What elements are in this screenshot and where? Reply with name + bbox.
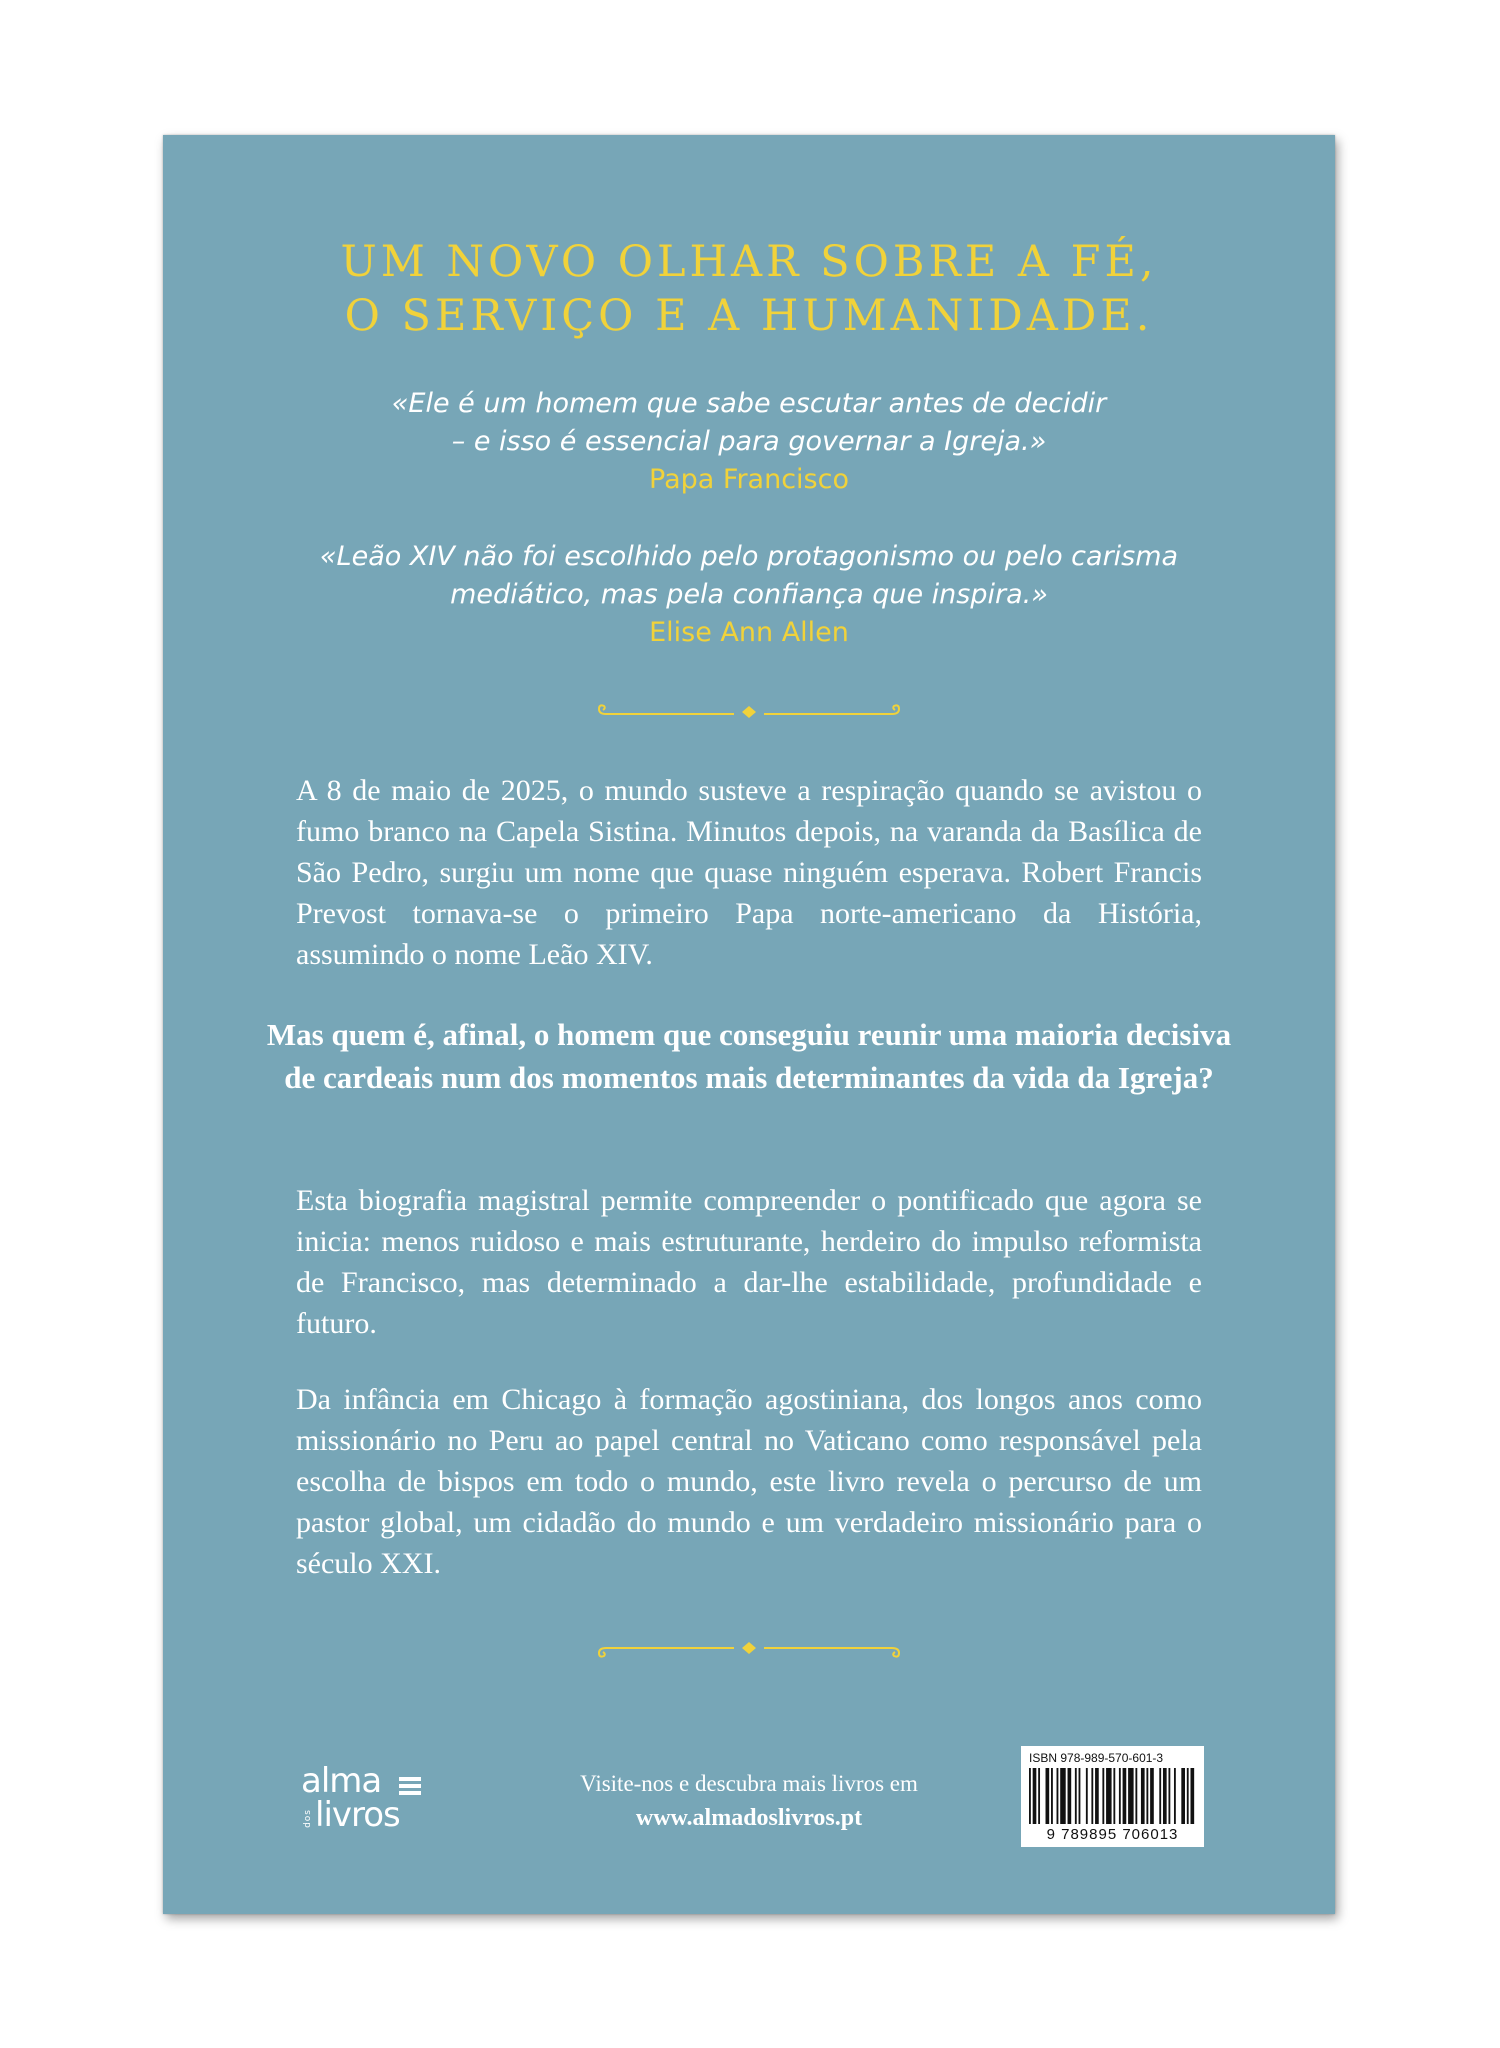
- barcode-bar: [1141, 1768, 1145, 1824]
- ornament-divider-bottom: [594, 1638, 904, 1662]
- barcode-bar: [1046, 1768, 1050, 1824]
- barcode-bar: [1106, 1768, 1112, 1824]
- paragraph-3: Esta biografia magistral permite compreender o pontificado que agora se inicia: menos ruidoso e mais estruturante, herdeiro do impulso reformista de Francisco, mas determinado a dar-lhe estabilidade, profundidade e futuro.: [296, 1184, 1202, 1340]
- publisher-info: [543, 1767, 955, 1835]
- barcode: [1021, 1746, 1204, 1847]
- barcode-bar: [1181, 1768, 1185, 1824]
- barcode-bar: [1033, 1768, 1037, 1824]
- publisher-logo: [301, 1761, 441, 1839]
- quote-1-line-2: – e isso é essencial para governar a Igreja.»: [451, 426, 1047, 457]
- barcode-bar: [1029, 1768, 1031, 1824]
- barcode-bar: [1128, 1768, 1134, 1824]
- barcode-bar: [1086, 1768, 1088, 1824]
- barcode-bar: [1060, 1768, 1066, 1824]
- website-link[interactable]: www.almadoslivros.pt: [635, 1805, 863, 1831]
- ornament-divider-top: [594, 700, 904, 724]
- barcode-bar: [1038, 1768, 1040, 1824]
- barcode-bar: [1163, 1768, 1167, 1824]
- books-icon: [399, 1777, 421, 1798]
- barcode-bar: [1150, 1768, 1154, 1824]
- barcode-bar: [1174, 1768, 1176, 1824]
- visit-text: Visite-nos e descubra mais livros em: [580, 1771, 918, 1796]
- book-back-cover: [163, 135, 1335, 1914]
- quote-1: [163, 385, 1335, 499]
- barcode-bar: [1091, 1768, 1093, 1824]
- barcode-bar: [1068, 1768, 1072, 1824]
- headline-line-1: UM NOVO OLHAR SOBRE A FÉ,: [340, 237, 1158, 287]
- barcode-bar: [1123, 1768, 1127, 1824]
- headline-line-2: O SERVIÇO E A HUMANIDADE.: [344, 291, 1154, 341]
- quote-2-line-1: «Leão XIV não foi escolhido pelo protagonismo ou pelo carisma: [319, 541, 1179, 572]
- quote-1-line-1: «Ele é um homem que sabe escutar antes de decidir: [391, 388, 1107, 419]
- paragraph-1: A 8 de maio de 2025, o mundo susteve a respiração quando se avistou o fumo branco na Capela Sistina. Minutos depois, na varanda da Basílica de São Pedro, surgiu um nome que quase ninguém esperava. Robert Francis Prevost tornava-se o primeiro Papa norte-americano da História, assumindo o nome Leão XIV.: [296, 774, 1202, 971]
- barcode-bar: [1119, 1768, 1121, 1824]
- barcode-bar: [1146, 1768, 1148, 1824]
- barcode-bar: [1051, 1768, 1053, 1824]
- isbn-label: ISBN 978-989-570-601-3: [1029, 1751, 1164, 1765]
- barcode-bar: [1095, 1768, 1099, 1824]
- barcode-bar: [1079, 1768, 1081, 1824]
- barcode-bar: [1057, 1768, 1059, 1824]
- logo-word-dos: dos: [303, 1809, 313, 1828]
- barcode-bar: [1102, 1768, 1104, 1824]
- barcode-bar: [1075, 1768, 1077, 1824]
- barcode-bar: [1113, 1768, 1115, 1824]
- barcode-bars: [1029, 1768, 1196, 1824]
- barcode-bar: [1168, 1768, 1170, 1824]
- logo-word-alma: alma: [301, 1761, 382, 1801]
- barcode-bar: [1135, 1768, 1137, 1824]
- quote-2: [163, 538, 1335, 652]
- ean-digits: 9 789895 706013: [1046, 1826, 1179, 1843]
- barcode-bar: [1187, 1768, 1189, 1824]
- quote-1-author: Papa Francisco: [649, 464, 849, 495]
- quote-2-line-2: mediático, mas pela confiança que inspira.»: [450, 579, 1048, 610]
- paragraph-2-question: Mas quem é, afinal, o homem que conseguiu reunir uma maioria decisiva de cardeais num dos momentos mais determinantes da vida da Igreja?: [266, 1017, 1232, 1095]
- barcode-bar: [1190, 1768, 1194, 1824]
- quote-2-author: Elise Ann Allen: [649, 617, 849, 648]
- barcode-bar: [1159, 1768, 1161, 1824]
- paragraph-4: Da infância em Chicago à formação agostiniana, dos longos anos como missionário no Peru ao papel central no Vaticano como responsável pela escolha de bispos em todo o mundo, este livro revela o percurso de um pastor global, um cidadão do mundo e um verdadeiro missionário para o século XXI.: [296, 1383, 1202, 1580]
- headline: [163, 235, 1335, 343]
- logo-word-livros: livros: [315, 1795, 400, 1835]
